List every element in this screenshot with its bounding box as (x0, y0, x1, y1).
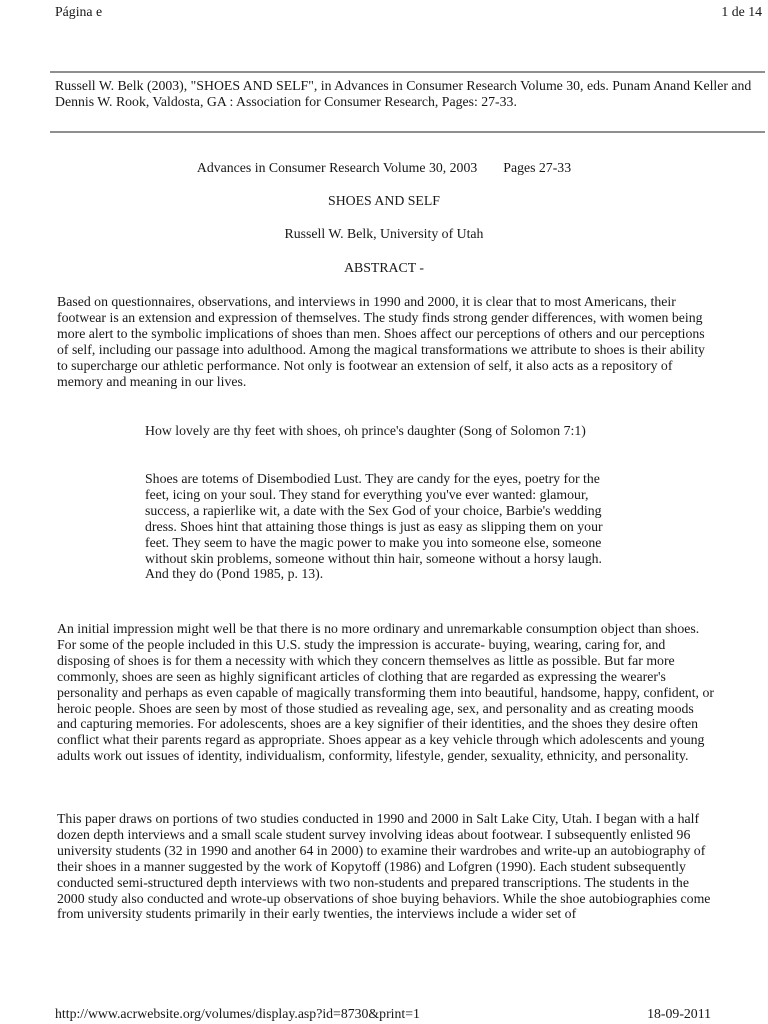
footer-date: 18-09-2011 (647, 1006, 711, 1021)
body-paragraph-1: An initial impression might well be that there is no more ordinary and unremarkable consumption object than shoes. For some of the people included in this U.S. study the impression is accurate- buying, wearing, caring for, and disposing of shoes is for them a necessity with which they concern themselves as little as possible. But far more commonly, shoes are seen as highly significant articles of clothing that are regarded as expressing the wearer's personality and perhaps as even capable of magically transforming them into beautiful, handsome, happy, confident, or heroic people. Shoes are seen by most of those studied as revealing age, sex, and personality and as creating moods and capturing memories. For adolescents, shoes are a key signifier of their identities, and the shoes they desire often conflict what their parents regard as appropriate. Shoes appear as a key vehicle through which adolescents and young adults work out issues of identity, individualism, conformity, lifestyle, gender, sexuality, ethnicity, and personality. (57, 621, 714, 764)
block-quote-1: How lovely are thy feet with shoes, oh prince's daughter (Song of Solomon 7:1) (145, 423, 586, 438)
abstract-heading: ABSTRACT - (344, 260, 424, 275)
journal-pages-text: Pages 27-33 (503, 160, 572, 175)
footer-url: http://www.acrwebsite.org/volumes/display.asp?id=8730&print=1 (55, 1006, 420, 1021)
citation-text: Russell W. Belk (2003), "SHOES AND SELF", in Advances in Consumer Research Volume 30, eds. Punam Anand Keller and Dennis W. Rook, Valdosta, GA : Association for Consumer Research, Pages: 27-33. (55, 78, 752, 110)
journal-line (55, 160, 713, 176)
citation-divider-bottom (50, 131, 765, 133)
citation-divider-top (50, 71, 765, 73)
block-quote-2: Shoes are totems of Disembodied Lust. They are candy for the eyes, poetry for the feet, icing on your soul. They stand for everything you've ever wanted: glamour, success, a rapierlike wit, a date with the Sex God of your choice, Barbie's wedding dress. Shoes hint that attaining those things is just as easy as slipping them on your feet. They seem to have the magic power to make you into someone else, someone without skin problems, someone without thin hair, someone without a horsy laugh. And they do (Pond 1985, p. 13). (145, 471, 603, 582)
header-page-label: Página e (55, 4, 103, 19)
abstract-paragraph: Based on questionnaires, observations, and interviews in 1990 and 2000, it is clear that to most Americans, their footwear is an extension and expression of themselves. The study finds strong gender differences, with women being more alert to the symbolic implications of shoes than men. Shoes affect our perceptions of others and our perceptions of self, including our passage into adulthood. Among the magical transformations we attribute to shoes is their ability to supercharge our athletic performance. Not only is footwear an extension of self, it also acts as a repository of memory and meaning in our lives. (57, 294, 705, 389)
journal-volume-text: Advances in Consumer Research Volume 30, 2003 (196, 160, 478, 175)
header-page-number: 1 de 14 (721, 4, 762, 19)
article-author: Russell W. Belk, University of Utah (284, 226, 484, 241)
article-title: SHOES AND SELF (328, 193, 440, 208)
body-paragraph-2: This paper draws on portions of two studies conducted in 1990 and 2000 in Salt Lake City, Utah. I began with a half dozen depth interviews and a small scale student survey involving ideas about footwear. I subsequently enlisted 96 university students (32 in 1990 and another 64 in 2000) to examine their wardrobes and write-up an autobiography of their shoes in a manner suggested by the work of Kopytoff (1986) and Lofgren (1990). Each student subsequently conducted semi-structured depth interviews with two non-students and prepared transcriptions. The students in the 2000 study also conducted and wrote-up observations of shoe buying behaviors. While the shoe autobiographies come from university students primarily in their early twenties, the interviews include a wider set of (57, 811, 711, 922)
